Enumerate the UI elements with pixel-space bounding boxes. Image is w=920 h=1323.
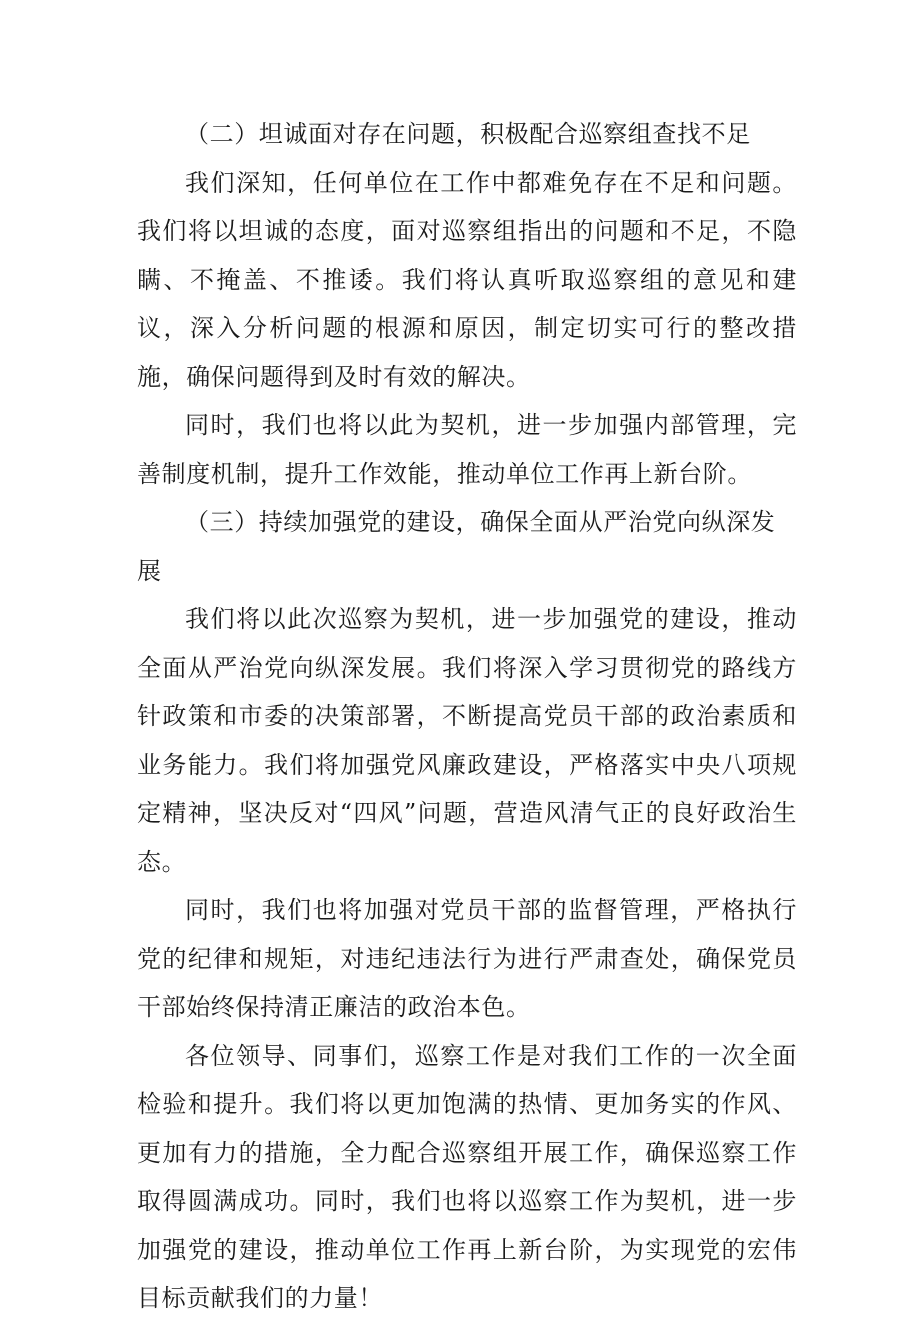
section-2-paragraph-1: 我们深知，任何单位在工作中都难免存在不足和问题。我们将以坦诚的态度，面对巡察组指出的问题和不足，不隐瞒、不掩盖、不推诿。我们将认真听取巡察组的意见和建议，深入分析问题的根源和原因，制定切实可行的整改措施，确保问题得到及时有效的解决。 [137,168,797,391]
document-body [137,110,797,1323]
closing-paragraph: 各位领导、同事们，巡察工作是对我们工作的一次全面检验和提升。我们将以更加饱满的热情、更加务实的作风、更加有力的措施，全力配合巡察组开展工作，确保巡察工作取得圆满成功。同时，我们也将以巡察工作为契机，进一步加强党的建设，推动单位工作再上新台阶，为实现党的宏伟目标贡献我们的力量！ [137,1041,797,1312]
section-3-heading: （三）持续加强党的建设，确保全面从严治党向纵深发展 [137,508,776,585]
section-3-paragraph-1: 我们将以此次巡察为契机，进一步加强党的建设，推动全面从严治党向纵深发展。我们将深入学习贯彻党的路线方针政策和市委的决策部署，不断提高党员干部的政治素质和业务能力。我们将加强党风廉政建设，严格落实中央八项规定精神，坚决反对“四风”问题，营造风清气正的良好政治生态。 [137,605,797,876]
section-2-heading: （二）坦诚面对存在问题，积极配合巡察组查找不足 [185,120,751,148]
section-2-paragraph-2: 同时，我们也将以此为契机，进一步加强内部管理，完善制度机制，提升工作效能，推动单位工作再上新台阶。 [137,411,797,488]
section-3-paragraph-2: 同时，我们也将加强对党员干部的监督管理，严格执行党的纪律和规矩，对违纪违法行为进行严肃查处，确保党员干部始终保持清正廉洁的政治本色。 [137,896,797,1021]
